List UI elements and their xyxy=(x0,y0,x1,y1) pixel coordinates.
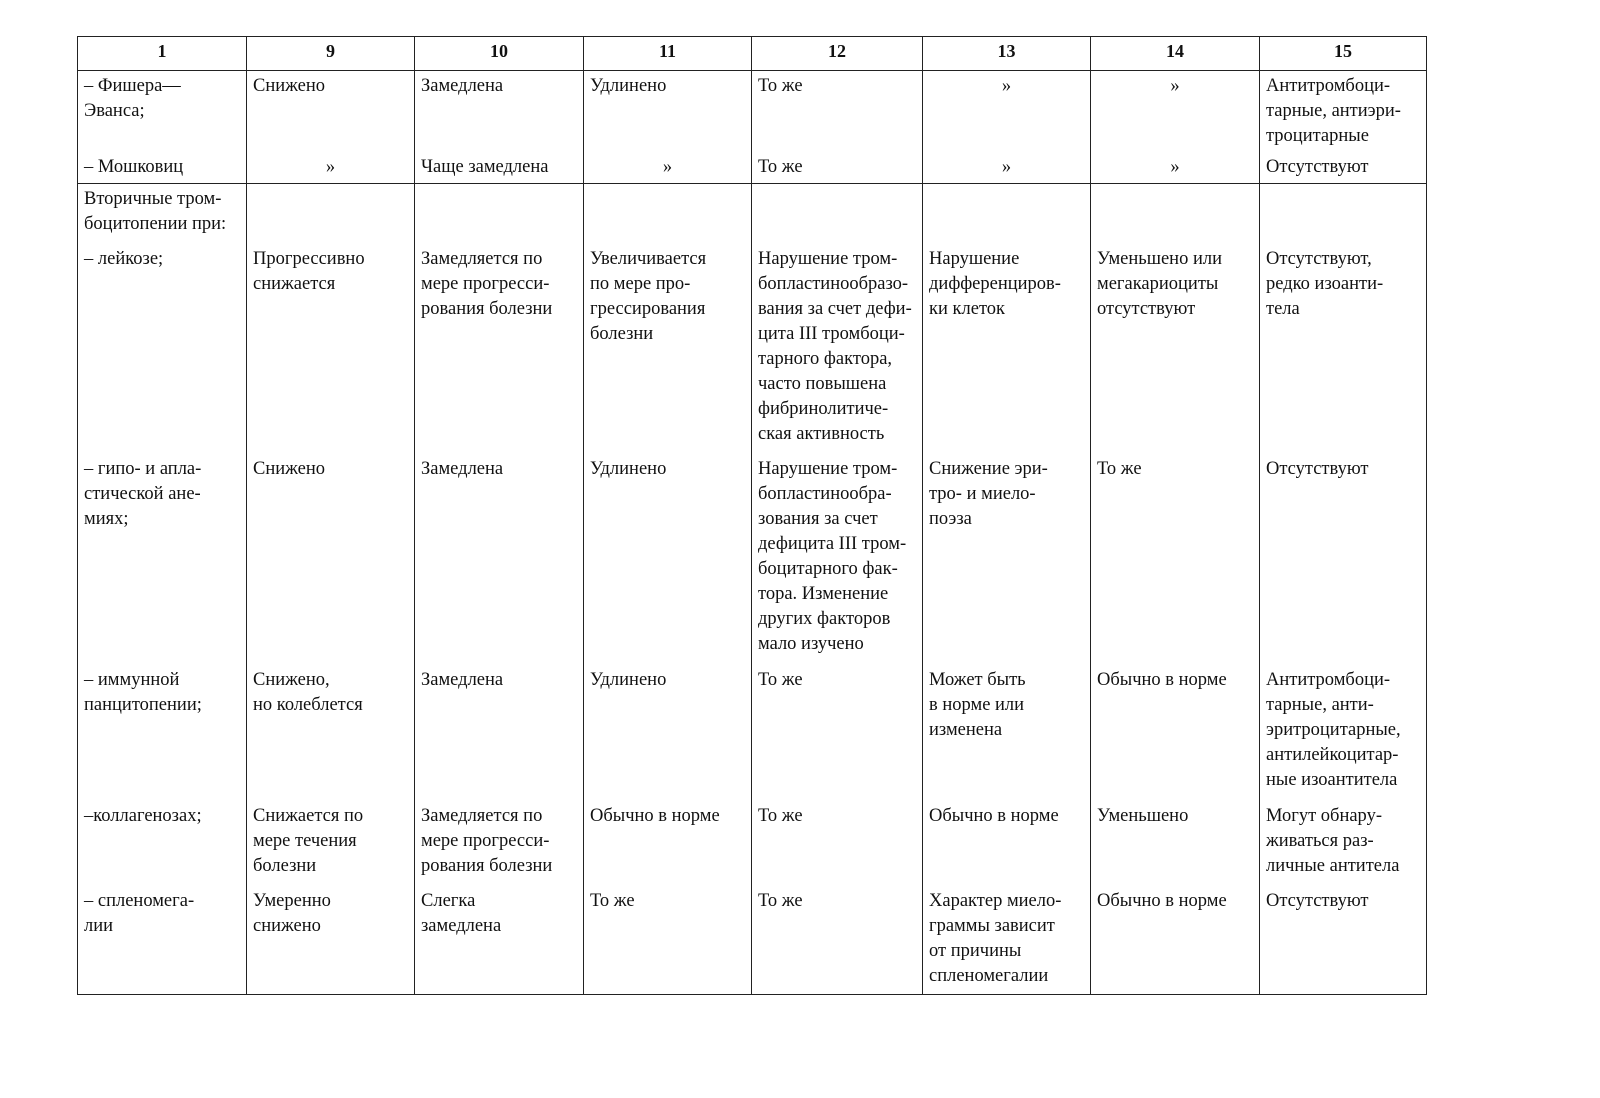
table-row xyxy=(78,886,1427,995)
table-cell xyxy=(752,801,923,886)
table-cell xyxy=(247,886,415,995)
table-cell xyxy=(247,454,415,665)
table-cell xyxy=(1260,152,1427,184)
cell-text: Вторичные тром- боцитопении при: xyxy=(84,189,227,234)
table-cell xyxy=(752,454,923,665)
table-cell xyxy=(923,801,1091,886)
table-cell xyxy=(1091,244,1260,454)
cell-text: Обычно в норме xyxy=(590,805,720,826)
cell-text: Антитромбоци- тарные, антиэри- троцитарные xyxy=(1266,76,1401,146)
column-header: 1 xyxy=(78,37,247,71)
cell-text: Слегка замедлена xyxy=(421,890,502,936)
table-row xyxy=(78,152,1427,184)
table-row xyxy=(78,71,1427,153)
cell-text: Отсутствуют xyxy=(1266,458,1369,479)
cell-text: » xyxy=(1170,157,1180,177)
table-row xyxy=(78,801,1427,886)
cell-text: То же xyxy=(758,805,803,826)
cell-text: » xyxy=(1001,76,1012,96)
column-header: 15 xyxy=(1260,37,1427,71)
table-cell xyxy=(78,244,247,454)
cell-text: Нарушение тром- бопластинообра- зования за счет дефицита III тром- боцитарного фак- тора. Изменение других факторов мало изучено xyxy=(758,458,907,654)
cell-text: Удлинено xyxy=(590,458,667,479)
cell-text: Умеренно снижено xyxy=(253,890,331,936)
table-cell xyxy=(584,454,752,665)
table-cell xyxy=(247,71,415,153)
cell-text: Может быть в норме или изменена xyxy=(929,669,1026,740)
cell-text: Замедлена xyxy=(421,76,504,96)
cell-text: – гипо- и апла- стической ане- миях; xyxy=(84,458,202,529)
cell-text: Прогрессивно снижается xyxy=(253,248,365,294)
cell-text: Нарушение тром- бопластинообразо- вания за счет дефи- цита III тромбоци- тарного фактора, часто повышена фибринолитиче- ская активность xyxy=(758,248,912,444)
table-cell xyxy=(1091,886,1260,995)
cell-text: Удлинено xyxy=(590,669,667,690)
table-cell xyxy=(752,152,923,184)
cell-text: Удлинено xyxy=(590,76,667,96)
cell-text: – Фишера— Эванса; xyxy=(84,76,181,121)
table-cell xyxy=(78,71,247,153)
table-cell xyxy=(1091,152,1260,184)
cell-text: То же xyxy=(590,890,635,911)
table-cell xyxy=(78,801,247,886)
table-cell xyxy=(415,71,584,153)
table-cell xyxy=(247,244,415,454)
table-cell xyxy=(752,665,923,801)
column-header: 13 xyxy=(923,37,1091,71)
cell-text: Снижается по мере течения болезни xyxy=(253,805,364,876)
cell-text: То же xyxy=(1097,458,1142,479)
table-cell xyxy=(78,184,247,244)
table-cell xyxy=(923,71,1091,153)
table-cell xyxy=(1260,244,1427,454)
cell-text: Уменьшено xyxy=(1097,805,1189,826)
table-cell xyxy=(1091,801,1260,886)
table-cell xyxy=(78,454,247,665)
table-cell xyxy=(78,665,247,801)
table-cell xyxy=(1091,665,1260,801)
table-row xyxy=(78,244,1427,454)
cell-text: Снижено xyxy=(253,458,326,479)
cell-text: » xyxy=(1001,157,1012,177)
table-cell xyxy=(1091,454,1260,665)
table-cell xyxy=(752,244,923,454)
table-cell xyxy=(415,184,584,244)
table-cell xyxy=(1260,665,1427,801)
table-cell xyxy=(584,886,752,995)
cell-text: Антитромбоци- тарные, анти- эритроцитарные, антилейкоцитар- ные изоантитела xyxy=(1266,669,1401,790)
cell-text: То же xyxy=(758,890,803,911)
cell-text: Уменьшено или мегакариоциты отсутствуют xyxy=(1097,248,1222,319)
table-cell xyxy=(752,71,923,153)
cell-text: Замедляется по мере прогресси- рования болезни xyxy=(421,248,553,319)
table-cell xyxy=(584,71,752,153)
cell-text: – Мошковиц xyxy=(84,157,184,177)
table-cell xyxy=(1260,886,1427,995)
table-cell xyxy=(584,184,752,244)
table-cell xyxy=(923,152,1091,184)
table-cell xyxy=(78,886,247,995)
table-cell xyxy=(584,665,752,801)
table-cell xyxy=(752,184,923,244)
cell-text: Могут обнару- живаться раз- личные антитела xyxy=(1266,805,1400,876)
table-cell xyxy=(247,665,415,801)
cell-text: » xyxy=(662,157,673,177)
cell-text: Нарушение дифференциров- ки клеток xyxy=(929,248,1061,319)
table-cell xyxy=(415,152,584,184)
table-cell xyxy=(1260,801,1427,886)
column-header: 14 xyxy=(1091,37,1260,71)
table-cell xyxy=(584,801,752,886)
column-header: 10 xyxy=(415,37,584,71)
cell-text: » xyxy=(1170,76,1180,96)
table-cell xyxy=(584,244,752,454)
table-cell xyxy=(923,665,1091,801)
cell-text: Обычно в норме xyxy=(1097,890,1227,911)
table-cell xyxy=(923,454,1091,665)
column-header: 11 xyxy=(584,37,752,71)
cell-text: –коллагенозах; xyxy=(84,805,202,826)
cell-text: Отсутствуют xyxy=(1266,157,1369,177)
table-cell xyxy=(415,801,584,886)
cell-text: Увеличивается по мере про- грессирования болезни xyxy=(590,248,707,344)
table-cell xyxy=(247,801,415,886)
table-cell xyxy=(1260,184,1427,244)
cell-text: » xyxy=(325,157,336,177)
table-cell xyxy=(1260,71,1427,153)
table-row xyxy=(78,184,1427,244)
table-cell xyxy=(1260,454,1427,665)
table-row xyxy=(78,454,1427,665)
table-cell xyxy=(923,244,1091,454)
table-row xyxy=(78,665,1427,801)
cell-text: Снижено, но колеблется xyxy=(253,669,363,715)
cell-text: Отсутствуют, редко изоанти- тела xyxy=(1266,248,1384,319)
table-cell xyxy=(415,886,584,995)
cell-text: Замедляется по мере прогресси- рования болезни xyxy=(421,805,553,876)
table-cell xyxy=(752,886,923,995)
table-cell xyxy=(247,184,415,244)
cell-text: Замедлена xyxy=(421,669,504,690)
cell-text: Чаще замедлена xyxy=(421,157,549,177)
table-cell xyxy=(1091,71,1260,153)
cell-text: Характер миело- граммы зависит от причины спленомегалии xyxy=(929,890,1062,986)
cell-text: – спленомега- лии xyxy=(84,890,195,936)
cell-text: То же xyxy=(758,669,803,690)
table-cell xyxy=(415,454,584,665)
table-cell xyxy=(584,152,752,184)
cell-text: Замедлена xyxy=(421,458,504,479)
cell-text: Снижено xyxy=(253,76,326,96)
cell-text: Отсутствуют xyxy=(1266,890,1369,911)
cell-text: Снижение эри- тро- и миело- поэза xyxy=(929,458,1048,529)
table-cell xyxy=(247,152,415,184)
cell-text: Обычно в норме xyxy=(1097,669,1227,690)
table-cell xyxy=(78,152,247,184)
cell-text: То же xyxy=(758,76,803,96)
table-cell xyxy=(1091,184,1260,244)
data-table xyxy=(77,36,1427,995)
table-cell xyxy=(923,184,1091,244)
table-cell xyxy=(415,665,584,801)
header-row xyxy=(78,37,1427,71)
cell-text: – лейкозе; xyxy=(84,248,164,269)
table-cell xyxy=(415,244,584,454)
column-header: 12 xyxy=(752,37,923,71)
cell-text: Обычно в норме xyxy=(929,805,1059,826)
cell-text: То же xyxy=(758,157,803,177)
cell-text: – иммунной панцитопении; xyxy=(84,669,202,715)
table-cell xyxy=(923,886,1091,995)
column-header: 9 xyxy=(247,37,415,71)
